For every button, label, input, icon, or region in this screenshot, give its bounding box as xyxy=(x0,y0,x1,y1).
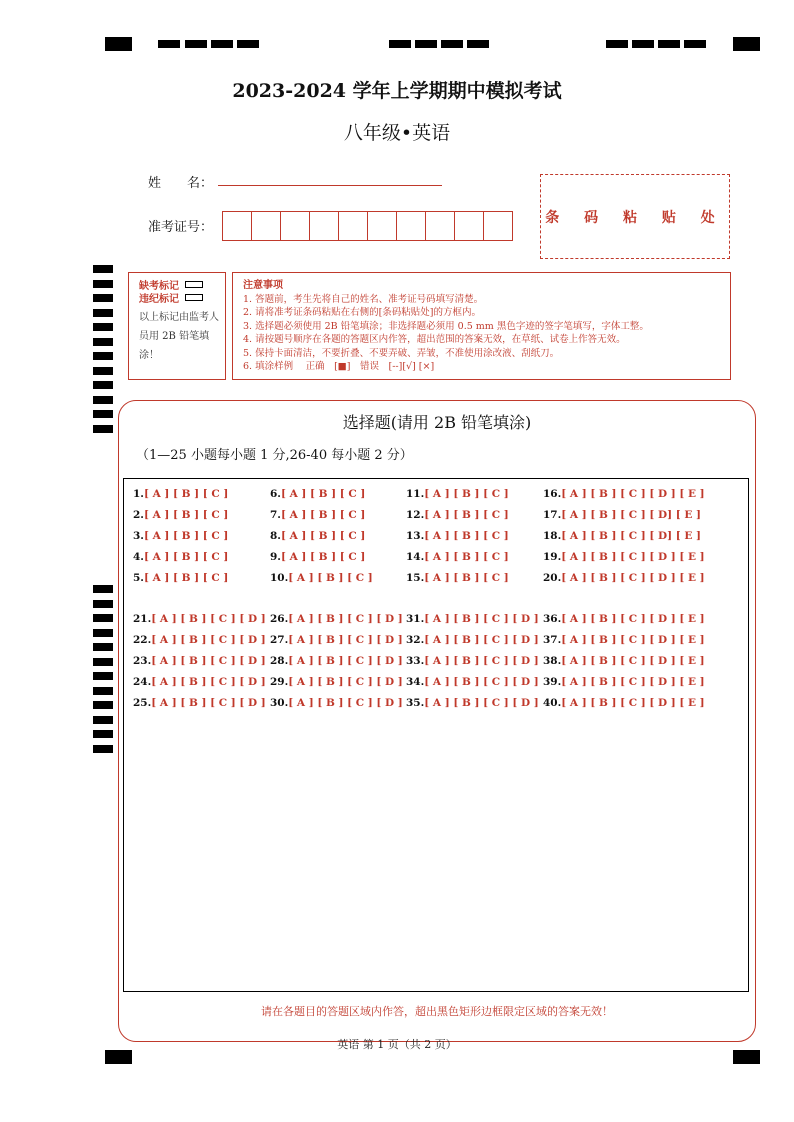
exam-id-digit-box[interactable] xyxy=(426,212,455,240)
question-item[interactable] xyxy=(270,655,403,667)
answer-options[interactable]: [ A ] [ B ] [ C ] [ D ] xyxy=(288,676,403,688)
question-item[interactable] xyxy=(270,551,365,563)
answer-options[interactable]: [ A ] [ B ] [ C ] xyxy=(143,551,229,563)
question-item[interactable] xyxy=(270,613,403,625)
side-timing-mark xyxy=(93,367,113,375)
question-number: 14. xyxy=(406,551,425,563)
question-number: 33. xyxy=(406,655,425,667)
timing-mark-bottom-left xyxy=(105,1050,132,1064)
answer-options[interactable]: [ A ] [ B ] [ C ] [ D ] xyxy=(424,697,539,709)
question-number: 31. xyxy=(406,613,425,625)
answer-options[interactable]: [ A ] [ B ] [ C ] xyxy=(143,488,229,500)
side-timing-mark xyxy=(93,672,113,680)
question-item[interactable] xyxy=(543,551,705,563)
question-item[interactable] xyxy=(406,509,509,521)
side-timing-mark xyxy=(93,730,113,738)
question-item[interactable] xyxy=(543,572,705,584)
timing-mark-top xyxy=(606,40,628,48)
section-subtitle: （1—25 小题每小题 1 分,26-40 每小题 2 分） xyxy=(136,448,413,463)
question-number: 11. xyxy=(406,488,425,500)
timing-mark-top xyxy=(632,40,654,48)
timing-mark-top xyxy=(237,40,259,48)
barcode-area xyxy=(540,174,730,259)
answer-options[interactable]: [ A ] [ B ] [ C ] [ D ] [ E ] xyxy=(561,655,705,667)
question-number: 23. xyxy=(133,655,152,667)
side-timing-mark xyxy=(93,410,113,418)
answer-options[interactable]: [ A ] [ B ] [ C ] [ D ] [ E ] xyxy=(561,551,705,563)
answer-options[interactable]: [ A ] [ B ] [ C ] [ D ] xyxy=(424,676,539,688)
answer-options[interactable]: [ A ] [ B ] [ C ] [ D ] xyxy=(151,697,266,709)
side-timing-mark xyxy=(93,323,113,331)
exam-id-digit-box[interactable] xyxy=(339,212,368,240)
question-number: 13. xyxy=(406,530,425,542)
answer-options[interactable]: [ A ] [ B ] [ C ] [ D ] xyxy=(151,613,266,625)
exam-id-boxes[interactable] xyxy=(222,211,513,241)
question-item[interactable] xyxy=(406,655,539,667)
question-item[interactable] xyxy=(406,551,509,563)
question-number: 34. xyxy=(406,676,425,688)
answer-options[interactable]: [ A ] [ B ] [ C ] [ D] [ E ] xyxy=(561,509,701,521)
notice-item: 4. 请按题号顺序在各题的答题区内作答，超出范围的答案无效，在草纸、试卷上作答无效。 xyxy=(243,334,626,345)
question-number: 28. xyxy=(270,655,289,667)
exam-id-digit-box[interactable] xyxy=(223,212,252,240)
answer-options[interactable]: [ A ] [ B ] [ C ] [ D ] [ E ] xyxy=(561,488,705,500)
question-number: 1. xyxy=(133,488,144,500)
answer-options[interactable]: [ A ] [ B ] [ C ] [ D ] xyxy=(151,634,266,646)
question-item[interactable] xyxy=(406,488,509,500)
question-item[interactable] xyxy=(133,572,228,584)
marks-note: 以上标记由监考人员用 2B 铅笔填涂！ xyxy=(139,312,219,361)
side-timing-mark xyxy=(93,585,113,593)
question-number: 21. xyxy=(133,613,152,625)
question-item[interactable] xyxy=(270,509,365,521)
footer-warning: 请在各题目的答题区域内作答，超出黑色矩形边框限定区域的答案无效！ xyxy=(261,1005,613,1018)
exam-id-digit-box[interactable] xyxy=(484,212,512,240)
question-number: 7. xyxy=(270,509,281,521)
violation-mark-label: 违纪标记 xyxy=(139,294,179,305)
side-timing-mark xyxy=(93,338,113,346)
question-number: 38. xyxy=(543,655,562,667)
question-number: 40. xyxy=(543,697,562,709)
question-item[interactable] xyxy=(406,676,539,688)
question-number: 39. xyxy=(543,676,562,688)
question-number: 6. xyxy=(270,488,281,500)
answer-options[interactable]: [ A ] [ B ] [ C ] [ D ] [ E ] xyxy=(561,697,705,709)
question-item[interactable] xyxy=(133,551,228,563)
answer-options[interactable]: [ A ] [ B ] [ C ] [ D ] xyxy=(151,676,266,688)
answer-options[interactable]: [ A ] [ B ] [ C ] [ D ] xyxy=(288,634,403,646)
question-number: 24. xyxy=(133,676,152,688)
timing-mark-top xyxy=(185,40,207,48)
question-number: 30. xyxy=(270,697,289,709)
side-timing-mark xyxy=(93,687,113,695)
name-field[interactable] xyxy=(218,185,442,186)
answer-options[interactable]: [ A ] [ B ] [ C ] [ D ] [ E ] xyxy=(561,676,705,688)
question-number: 36. xyxy=(543,613,562,625)
violation-mark-row xyxy=(139,291,225,304)
question-number: 18. xyxy=(543,530,562,542)
side-timing-mark xyxy=(93,716,113,724)
timing-mark-bottom-right xyxy=(733,1050,760,1064)
answer-options[interactable]: [ A ] [ B ] [ C ] xyxy=(280,551,366,563)
timing-mark-top xyxy=(158,40,180,48)
question-number: 37. xyxy=(543,634,562,646)
answer-options[interactable]: [ A ] [ B ] [ C ] xyxy=(280,509,366,521)
exam-id-digit-box[interactable] xyxy=(455,212,484,240)
side-timing-mark xyxy=(93,643,113,651)
question-item[interactable] xyxy=(270,530,365,542)
question-item[interactable] xyxy=(543,613,705,625)
question-item[interactable] xyxy=(543,676,705,688)
question-item[interactable] xyxy=(270,676,403,688)
notice-item: 5. 保持卡面清洁，不要折叠、不要弄破、弄皱，不准使用涂改液、刮纸刀。 xyxy=(243,347,560,359)
answer-options[interactable]: [ A ] [ B ] [ C ] [ D ] xyxy=(424,655,539,667)
notice-item: 1. 答题前，考生先将自己的姓名、准考证号码填写清楚。 xyxy=(243,293,484,305)
question-number: 12. xyxy=(406,509,425,521)
question-item[interactable] xyxy=(133,613,266,625)
timing-mark-top-left xyxy=(105,37,132,51)
side-timing-mark xyxy=(93,352,113,360)
question-number: 29. xyxy=(270,676,289,688)
question-number: 35. xyxy=(406,697,425,709)
timing-mark-top xyxy=(441,40,463,48)
side-timing-mark xyxy=(93,294,113,302)
answer-options[interactable]: [ A ] [ B ] [ C ] [ D ] xyxy=(288,655,403,667)
side-timing-mark xyxy=(93,745,113,753)
answer-options[interactable]: [ A ] [ B ] [ C ] [ D ] [ E ] xyxy=(561,613,705,625)
barcode-label: 条 码 粘 贴 处 xyxy=(545,209,725,226)
question-item[interactable] xyxy=(543,634,705,646)
answer-options[interactable]: [ A ] [ B ] [ C ] xyxy=(288,572,373,584)
side-timing-mark xyxy=(93,265,113,273)
question-number: 17. xyxy=(543,509,562,521)
question-item[interactable] xyxy=(406,530,509,542)
question-number: 9. xyxy=(270,551,281,563)
absent-mark-bubble[interactable] xyxy=(185,281,203,288)
question-item[interactable] xyxy=(543,509,701,521)
question-item[interactable] xyxy=(133,655,266,667)
page-subtitle: 八年级•英语 xyxy=(343,122,451,144)
notice-item: 6. 填涂样例 正确 [■] 错误 [--][√] [×] xyxy=(243,361,435,372)
side-timing-mark xyxy=(93,280,113,288)
side-timing-mark xyxy=(93,425,113,433)
question-number: 10. xyxy=(270,572,289,584)
exam-id-digit-box[interactable] xyxy=(368,212,397,240)
question-item[interactable] xyxy=(133,509,228,521)
timing-mark-top xyxy=(658,40,680,48)
side-timing-mark xyxy=(93,381,113,389)
side-timing-mark xyxy=(93,658,113,666)
question-item[interactable] xyxy=(270,697,403,709)
question-item[interactable] xyxy=(543,530,701,542)
timing-mark-top xyxy=(415,40,437,48)
question-item[interactable] xyxy=(406,697,539,709)
answer-options[interactable]: [ A ] [ B ] [ C ] xyxy=(424,530,509,542)
side-timing-mark xyxy=(93,701,113,709)
question-number: 26. xyxy=(270,613,289,625)
question-number: 4. xyxy=(133,551,144,563)
answer-options[interactable]: [ A ] [ B ] [ C ] xyxy=(280,488,366,500)
question-item[interactable] xyxy=(270,634,403,646)
notice-item: 2. 请将准考证条码粘贴在右侧的[条码粘贴处]的方框内。 xyxy=(243,307,481,318)
question-number: 5. xyxy=(133,572,144,584)
answer-options[interactable]: [ A ] [ B ] [ C ] [ D ] [ E ] xyxy=(561,634,705,646)
question-number: 20. xyxy=(543,572,562,584)
question-item[interactable] xyxy=(270,572,373,584)
page-footer: 英语 第 1 页（共 2 页） xyxy=(337,1038,457,1051)
question-item[interactable] xyxy=(133,634,266,646)
exam-id-digit-box[interactable] xyxy=(397,212,426,240)
exam-id-label: 准考证号： xyxy=(148,220,214,235)
question-item[interactable] xyxy=(543,488,705,500)
question-number: 22. xyxy=(133,634,152,646)
exam-id-digit-box[interactable] xyxy=(281,212,310,240)
question-number: 32. xyxy=(406,634,425,646)
timing-mark-top xyxy=(211,40,233,48)
section-title: 选择题(请用 2B 铅笔填涂) xyxy=(342,413,532,432)
question-item[interactable] xyxy=(406,634,539,646)
answer-options[interactable]: [ A ] [ B ] [ C ] xyxy=(143,509,229,521)
violation-mark-bubble[interactable] xyxy=(185,294,203,301)
answer-options[interactable]: [ A ] [ B ] [ C ] xyxy=(424,551,509,563)
answer-options[interactable]: [ A ] [ B ] [ C ] xyxy=(143,530,229,542)
absent-mark-label: 缺考标记 xyxy=(139,281,179,292)
question-item[interactable] xyxy=(406,613,539,625)
question-number: 19. xyxy=(543,551,562,563)
question-number: 16. xyxy=(543,488,562,500)
answer-options[interactable]: [ A ] [ B ] [ C ] [ D ] xyxy=(288,697,403,709)
question-item[interactable] xyxy=(543,655,705,667)
question-number: 8. xyxy=(270,530,281,542)
answer-options[interactable]: [ A ] [ B ] [ C ] xyxy=(424,509,509,521)
timing-mark-top xyxy=(389,40,411,48)
question-number: 2. xyxy=(133,509,144,521)
question-item[interactable] xyxy=(133,488,228,500)
side-timing-mark xyxy=(93,614,113,622)
question-item[interactable] xyxy=(543,697,705,709)
answer-options[interactable]: [ A ] [ B ] [ C ] [ D] [ E ] xyxy=(561,530,701,542)
notice-title: 注意事项 xyxy=(243,280,283,291)
proctor-marks-box xyxy=(128,272,226,380)
question-item[interactable] xyxy=(133,697,266,709)
question-number: 3. xyxy=(133,530,144,542)
notice-item: 3. 选择题必须使用 2B 铅笔填涂；非选择题必须用 0.5 mm 黑色字迹的签字笔填写，字体工整。 xyxy=(243,320,649,332)
page-title: 2023-2024 学年上学期期中模拟考试 xyxy=(232,80,562,102)
exam-id-digit-box[interactable] xyxy=(252,212,281,240)
question-item[interactable] xyxy=(406,572,509,584)
answer-options[interactable]: [ A ] [ B ] [ C ] [ D ] xyxy=(288,613,403,625)
answer-options[interactable]: [ A ] [ B ] [ C ] xyxy=(424,572,509,584)
side-timing-mark xyxy=(93,629,113,637)
timing-mark-top xyxy=(467,40,489,48)
answer-options[interactable]: [ A ] [ B ] [ C ] xyxy=(280,530,366,542)
question-number: 25. xyxy=(133,697,152,709)
answer-options[interactable]: [ A ] [ B ] [ C ] [ D ] [ E ] xyxy=(561,572,705,584)
timing-mark-top-right xyxy=(733,37,760,51)
timing-mark-top xyxy=(684,40,706,48)
answer-options[interactable]: [ A ] [ B ] [ C ] [ D ] xyxy=(424,634,539,646)
side-timing-mark xyxy=(93,309,113,317)
answer-options[interactable]: [ A ] [ B ] [ C ] xyxy=(143,572,229,584)
exam-id-digit-box[interactable] xyxy=(310,212,339,240)
side-timing-mark xyxy=(93,396,113,404)
question-item[interactable] xyxy=(270,488,365,500)
question-item[interactable] xyxy=(133,530,228,542)
notice-box xyxy=(232,272,731,380)
question-number: 27. xyxy=(270,634,289,646)
question-number: 15. xyxy=(406,572,425,584)
answer-options[interactable]: [ A ] [ B ] [ C ] [ D ] xyxy=(424,613,539,625)
answer-options[interactable]: [ A ] [ B ] [ C ] [ D ] xyxy=(151,655,266,667)
answer-options[interactable]: [ A ] [ B ] [ C ] xyxy=(424,488,509,500)
question-item[interactable] xyxy=(133,676,266,688)
name-label: 姓 名： xyxy=(148,176,214,191)
side-timing-mark xyxy=(93,600,113,608)
